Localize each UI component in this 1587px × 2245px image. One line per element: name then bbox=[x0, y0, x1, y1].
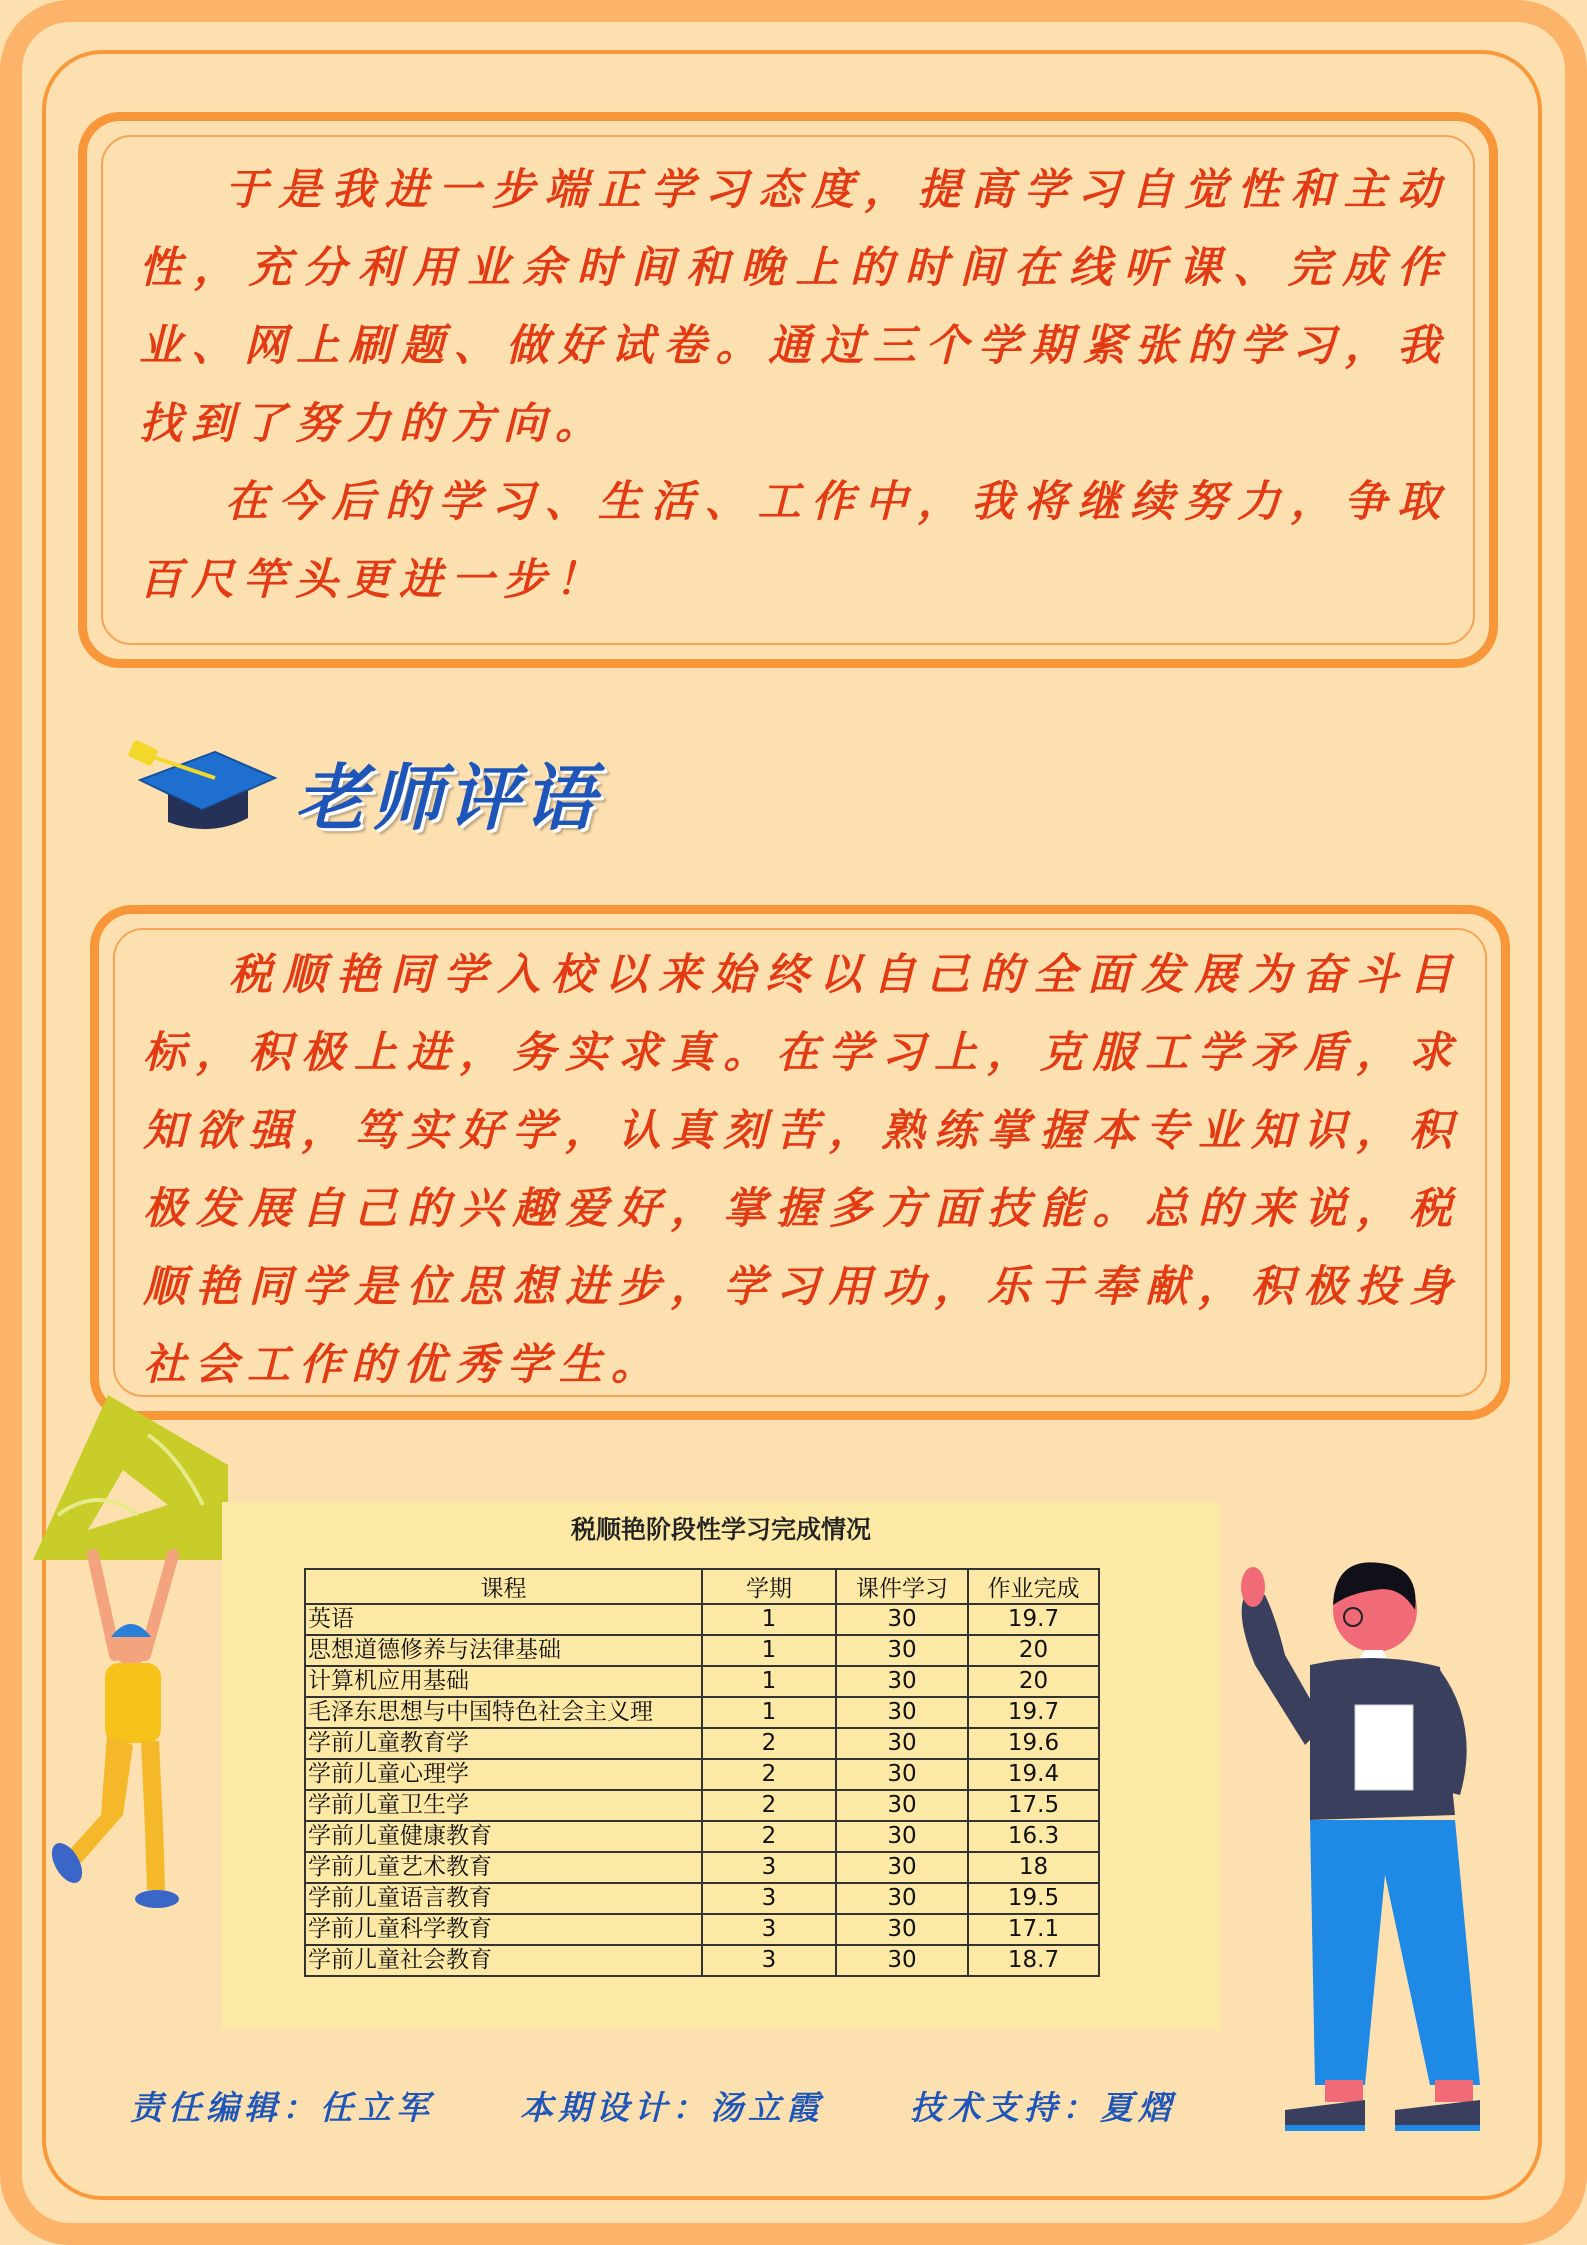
courseware-cell: 30 bbox=[836, 1759, 968, 1790]
homework-cell: 16.3 bbox=[968, 1821, 1099, 1852]
course-cell: 思想道德修养与法律基础 bbox=[305, 1635, 702, 1666]
term-cell: 3 bbox=[702, 1852, 836, 1883]
homework-cell: 20 bbox=[968, 1666, 1099, 1697]
student-figure-icon bbox=[45, 1545, 185, 1925]
course-cell: 学前儿童语言教育 bbox=[305, 1883, 702, 1914]
table-row bbox=[305, 1914, 1099, 1945]
graduation-cap-icon bbox=[120, 730, 280, 840]
course-cell: 学前儿童卫生学 bbox=[305, 1790, 702, 1821]
table-row bbox=[305, 1790, 1099, 1821]
courseware-cell: 30 bbox=[836, 1635, 968, 1666]
homework-cell: 20 bbox=[968, 1635, 1099, 1666]
course-cell: 毛泽东思想与中国特色社会主义理 bbox=[305, 1697, 702, 1728]
courseware-cell: 30 bbox=[836, 1728, 968, 1759]
course-cell: 学前儿童科学教育 bbox=[305, 1914, 702, 1945]
homework-cell: 19.7 bbox=[968, 1697, 1099, 1728]
term-cell: 1 bbox=[702, 1697, 836, 1728]
homework-cell: 19.6 bbox=[968, 1728, 1099, 1759]
homework-cell: 19.4 bbox=[968, 1759, 1099, 1790]
homework-cell: 17.1 bbox=[968, 1914, 1099, 1945]
teacher-comment-title: 老师评语 bbox=[295, 755, 600, 840]
course-table bbox=[304, 1568, 1100, 1977]
table-row bbox=[305, 1852, 1099, 1883]
term-cell: 2 bbox=[702, 1759, 836, 1790]
table-row bbox=[305, 1759, 1099, 1790]
course-cell: 学前儿童社会教育 bbox=[305, 1945, 702, 1976]
credit-editor: 责任编辑：任立军 bbox=[130, 2088, 434, 2127]
header-term: 学期 bbox=[702, 1569, 836, 1604]
courseware-cell: 30 bbox=[836, 1604, 968, 1635]
course-cell: 学前儿童艺术教育 bbox=[305, 1852, 702, 1883]
term-cell: 2 bbox=[702, 1790, 836, 1821]
table-row bbox=[305, 1635, 1099, 1666]
term-cell: 2 bbox=[702, 1821, 836, 1852]
table-row bbox=[305, 1821, 1099, 1852]
homework-cell: 17.5 bbox=[968, 1790, 1099, 1821]
table-row bbox=[305, 1945, 1099, 1976]
table-row bbox=[305, 1883, 1099, 1914]
teacher-comment-text: 税顺艳同学入校以来始终以自己的全面发展为奋斗目标，积极上进，务实求真。在学习上，克服工学矛盾，求知欲强，笃实好学，认真刻苦，熟练掌握本专业知识，积极发展自己的兴趣爱好，掌握多方面技能。总的来说，税顺艳同学是位思想进步，学习用功，乐于奉献，积极投身社会工作的优秀学生。 bbox=[143, 950, 1461, 1390]
homework-cell: 18 bbox=[968, 1852, 1099, 1883]
courseware-cell: 30 bbox=[836, 1883, 968, 1914]
courseware-cell: 30 bbox=[836, 1945, 968, 1976]
courseware-cell: 30 bbox=[836, 1697, 968, 1728]
term-cell: 2 bbox=[702, 1728, 836, 1759]
course-cell: 学前儿童心理学 bbox=[305, 1759, 702, 1790]
passage-paragraph-1: 于是我进一步端正学习态度，提高学习自觉性和主动性，充分利用业余时间和晚上的时间在线听课、完成作业、网上刷题、做好试卷。通过三个学期紧张的学习，我找到了努力的方向。 bbox=[139, 165, 1449, 449]
term-cell: 3 bbox=[702, 1945, 836, 1976]
teacher-comment-box bbox=[90, 905, 1510, 1420]
courseware-cell: 30 bbox=[836, 1821, 968, 1852]
passage-content bbox=[139, 151, 1449, 619]
term-cell: 3 bbox=[702, 1914, 836, 1945]
teacher-figure-icon bbox=[1215, 1555, 1505, 2135]
course-cell: 学前儿童健康教育 bbox=[305, 1821, 702, 1852]
teacher-comment-heading bbox=[120, 730, 640, 840]
header-homework: 作业完成 bbox=[968, 1569, 1099, 1604]
table-row bbox=[305, 1604, 1099, 1635]
passage-paragraph-2: 在今后的学习、生活、工作中，我将继续努力，争取百尺竿头更进一步！ bbox=[139, 477, 1449, 605]
header-course: 课程 bbox=[305, 1569, 702, 1604]
table-row bbox=[305, 1666, 1099, 1697]
sheet-title: 税顺艳阶段性学习完成情况 bbox=[570, 1515, 871, 1544]
courseware-cell: 30 bbox=[836, 1790, 968, 1821]
term-cell: 1 bbox=[702, 1604, 836, 1635]
learning-progress-sheet bbox=[222, 1502, 1220, 2030]
term-cell: 3 bbox=[702, 1883, 836, 1914]
table-header-row bbox=[305, 1569, 1099, 1604]
credit-designer: 本期设计：汤立霞 bbox=[520, 2088, 824, 2127]
credit-support: 技术支持：夏熠 bbox=[910, 2088, 1176, 2127]
course-cell: 英语 bbox=[305, 1604, 702, 1635]
table-row bbox=[305, 1728, 1099, 1759]
term-cell: 1 bbox=[702, 1635, 836, 1666]
course-cell: 计算机应用基础 bbox=[305, 1666, 702, 1697]
courseware-cell: 30 bbox=[836, 1852, 968, 1883]
teacher-comment-content bbox=[143, 936, 1461, 1404]
table-row bbox=[305, 1697, 1099, 1728]
homework-cell: 18.7 bbox=[968, 1945, 1099, 1976]
term-cell: 1 bbox=[702, 1666, 836, 1697]
passage-box bbox=[78, 112, 1498, 668]
ruler-triangle-icon bbox=[28, 1395, 238, 1565]
courseware-cell: 30 bbox=[836, 1914, 968, 1945]
homework-cell: 19.7 bbox=[968, 1604, 1099, 1635]
course-cell: 学前儿童教育学 bbox=[305, 1728, 702, 1759]
homework-cell: 19.5 bbox=[968, 1883, 1099, 1914]
credits-footer bbox=[130, 2082, 1230, 2132]
courseware-cell: 30 bbox=[836, 1666, 968, 1697]
header-courseware: 课件学习 bbox=[836, 1569, 968, 1604]
